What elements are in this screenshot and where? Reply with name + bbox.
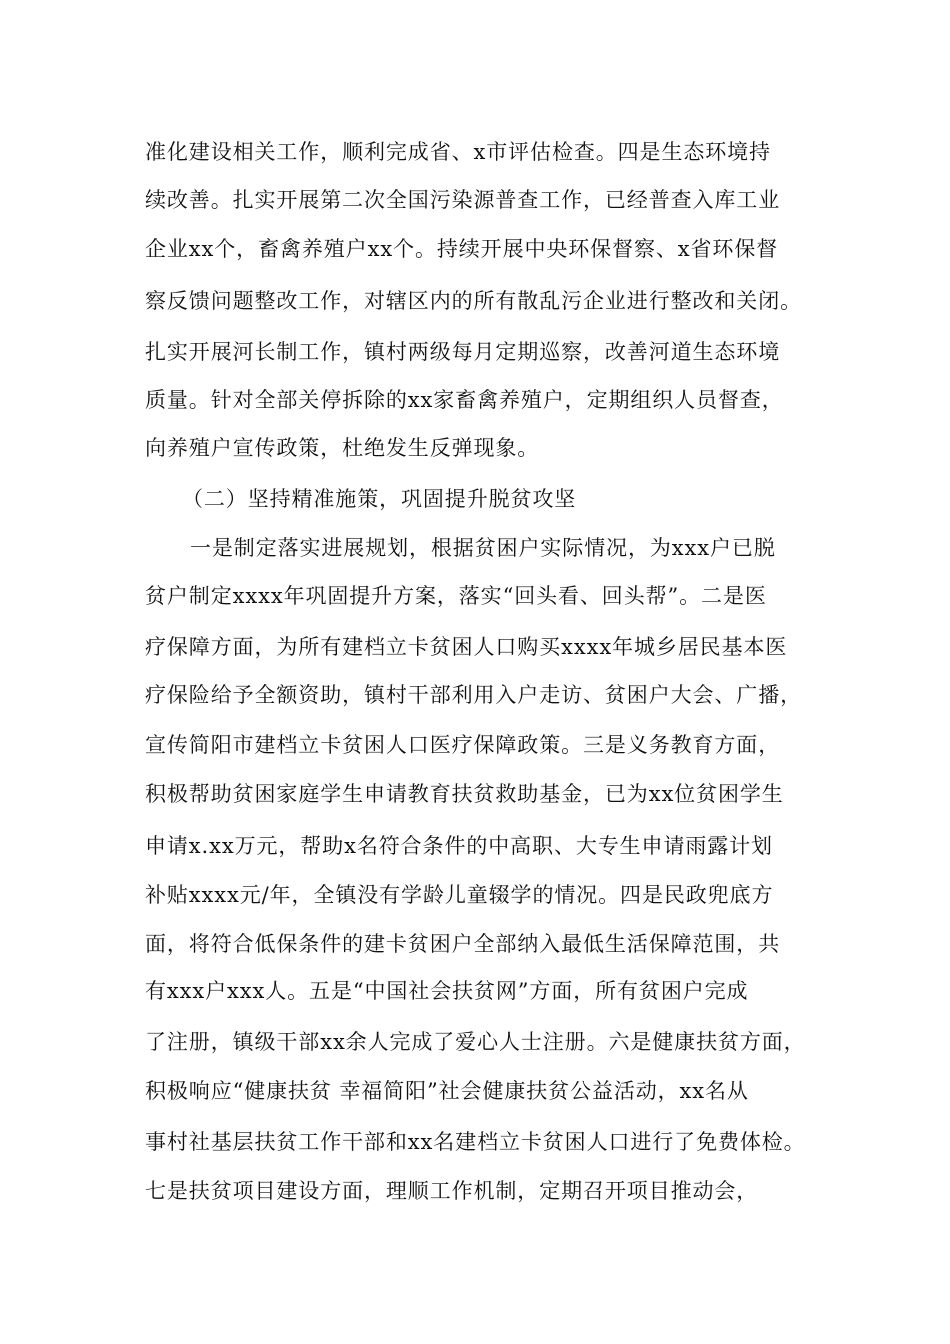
text-line: 察反馈问题整改工作，对辖区内的所有散乱污企业进行整改和关闭。 — [145, 289, 802, 313]
text-line: 积极帮助贫困家庭学生申请教育扶贫救助基金，已为xx位贫困学生 — [145, 782, 784, 806]
text-line: 疗保障方面，为所有建档立卡贫困人口购买xxxx年城乡居民基本医 — [145, 635, 788, 659]
text-line: 事村社基层扶贫工作干部和xx名建档立卡贫困人口进行了免费体检。 — [145, 1130, 806, 1154]
text-line: 七是扶贫项目建设方面，理顺工作机制，定期召开项目推动会， — [145, 1179, 759, 1203]
text-line: 宣传简阳市建档立卡贫困人口医疗保障政策。三是义务教育方面， — [145, 733, 781, 757]
text-line: 有xxx户xxx人。五是“中国社会扶贫网”方面，所有贫困户完成 — [145, 979, 749, 1003]
text-line: 疗保险给予全额资助，镇村干部利用入户走访、贫困户大会、广播， — [145, 683, 802, 707]
text-line: 了注册，镇级干部xx余人完成了爱心人士注册。六是健康扶贫方面， — [145, 1030, 806, 1054]
text-line: 贫户制定xxxx年巩固提升方案，落实“回头看、回头帮”。二是医 — [145, 584, 767, 608]
text-line: 申请x.xx万元，帮助x名符合条件的中高职、大专生申请雨露计划 — [145, 834, 773, 858]
text-line: 扎实开展河长制工作，镇村两级每月定期巡察，改善河道生态环境 — [145, 340, 781, 364]
text-line: 补贴xxxx元/年，全镇没有学龄儿童辍学的情况。四是民政兜底方 — [145, 883, 774, 907]
text-line: 面，将符合低保条件的建卡贫困户全部纳入最低生活保障范围，共 — [145, 932, 781, 956]
text-line: 质量。针对全部关停拆除的xx家畜禽养殖户，定期组织人员督查， — [145, 388, 784, 412]
text-line: 一是制定落实进展规划，根据贫困户实际情况，为xxx户已脱 — [190, 536, 776, 560]
text-line: 准化建设相关工作，顺利完成省、x市评估检查。四是生态环境持 — [145, 140, 771, 164]
text-line: 向养殖户宣传政策，杜绝发生反弹现象。 — [145, 436, 540, 460]
text-line: 积极响应“健康扶贫 幸福简阳”社会健康扶贫公益活动，xx名从 — [145, 1079, 749, 1103]
text-line: 企业xx个，畜禽养殖户xx个。持续开展中央环保督察、x省环保督 — [145, 237, 779, 261]
section-heading: （二）坚持精准施策，巩固提升脱贫攻坚 — [182, 487, 577, 511]
text-line: 续改善。扎实开展第二次全国污染源普查工作，已经普查入库工业 — [145, 188, 781, 212]
